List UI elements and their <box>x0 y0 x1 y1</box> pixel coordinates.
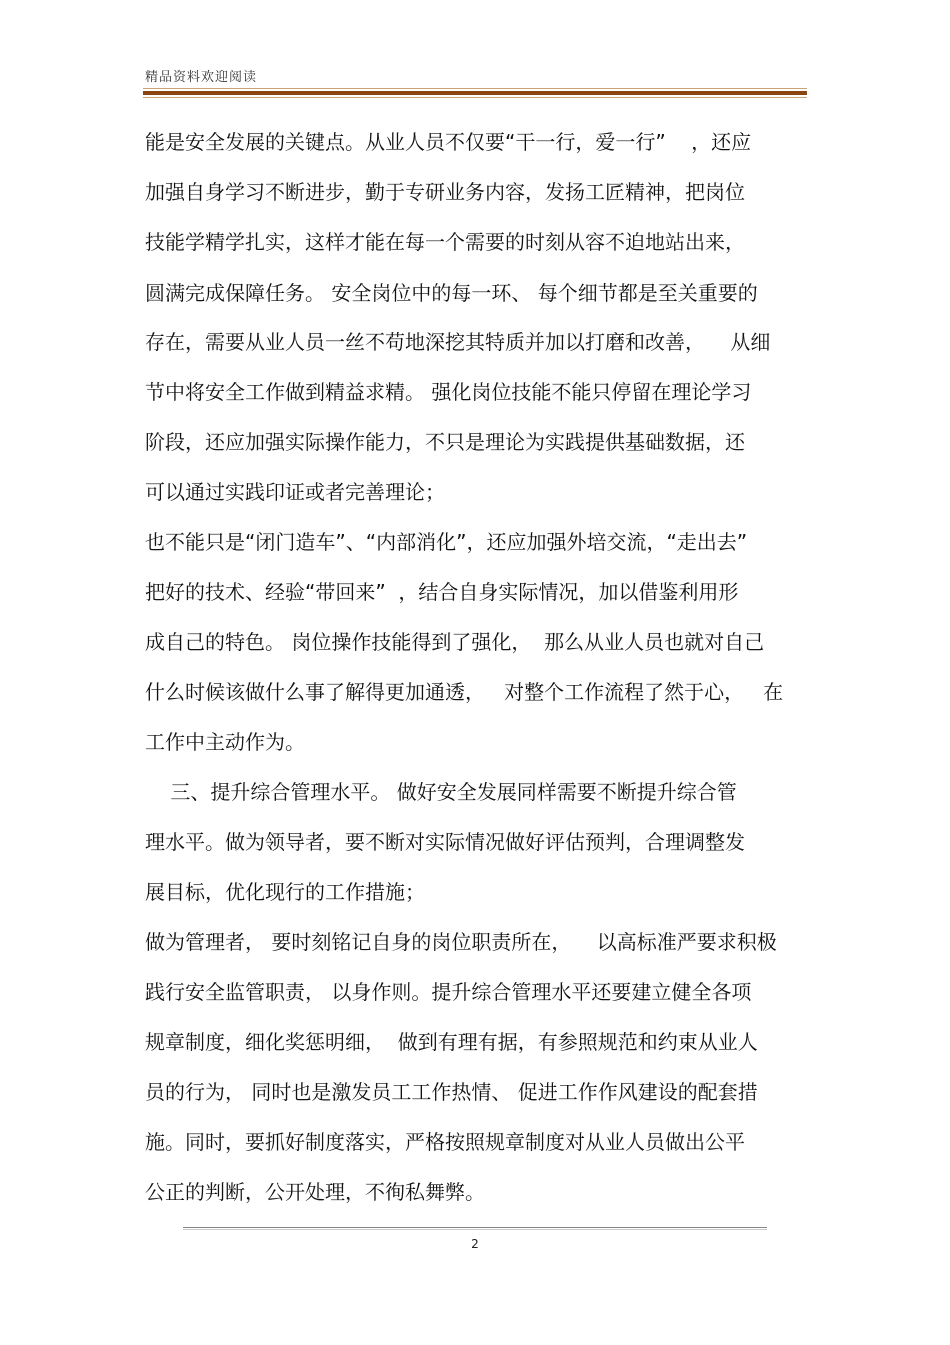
body-line: 员的行为， 同时也是激发员工工作热情、 促进工作作风建设的配套措 <box>145 1080 758 1104</box>
body-line: 做为管理者， 要时刻铭记自身的岗位职责所在， 以高标准严要求积极 <box>145 930 777 954</box>
body-line: 节中将安全工作做到精益求精。 强化岗位技能不能只停留在理论学习 <box>145 380 752 404</box>
body-line: 成自己的特色。 岗位操作技能得到了强化， 那么从业人员也就对自己 <box>145 630 765 654</box>
body-line: 能是安全发展的关键点。从业人员不仅要“干一行，爱一行” ，还应 <box>145 130 752 154</box>
body-line: 工作中主动作为。 <box>145 730 305 754</box>
body-line: 施。同时，要抓好制度落实，严格按照规章制度对从业人员做出公平 <box>145 1130 745 1154</box>
body-line: 存在，需要从业人员一丝不苟地深挖其特质并加以打磨和改善， 从细 <box>145 330 771 354</box>
body-line: 加强自身学习不断进步，勤于专研业务内容，发扬工匠精神，把岗位 <box>145 180 745 204</box>
body-line: 把好的技术、经验“带回来” ，结合自身实际情况，加以借鉴利用形 <box>145 580 739 604</box>
body-line: 阶段，还应加强实际操作能力，不只是理论为实践提供基础数据，还 <box>145 430 745 454</box>
body-line: 理水平。做为领导者，要不断对实际情况做好评估预判，合理调整发 <box>145 830 745 854</box>
body-line: 公正的判断，公开处理，不徇私舞弊。 <box>145 1180 485 1204</box>
body-line: 可以通过实践印证或者完善理论； <box>145 480 445 504</box>
body-line: 也不能只是“闭门造车”、“内部消化”，还应加强外培交流，“走出去” <box>145 530 748 554</box>
body-line: 践行安全监管职责， 以身作则。提升综合管理水平还要建立健全各项 <box>145 980 752 1004</box>
page-number: 2 <box>471 1237 479 1251</box>
body-line: 规章制度，细化奖惩明细， 做到有理有据，有参照规范和约束从业人 <box>145 1030 758 1054</box>
page-header-title: 精品资料欢迎阅读 <box>145 70 258 85</box>
body-line: 圆满完成保障任务。 安全岗位中的每一环、 每个细节都是至关重要的 <box>145 281 758 305</box>
body-line: 展目标，优化现行的工作措施； <box>145 880 425 904</box>
section-heading-line: 三、提升综合管理水平。 做好安全发展同样需要不断提升综合管 <box>145 780 737 804</box>
footer-divider <box>183 1227 767 1228</box>
body-line: 技能学精学扎实，这样才能在每一个需要的时刻从容不迫地站出来， <box>145 230 745 254</box>
body-line: 什么时候该做什么事了解得更加通透， 对整个工作流程了然于心， 在 <box>145 680 784 704</box>
